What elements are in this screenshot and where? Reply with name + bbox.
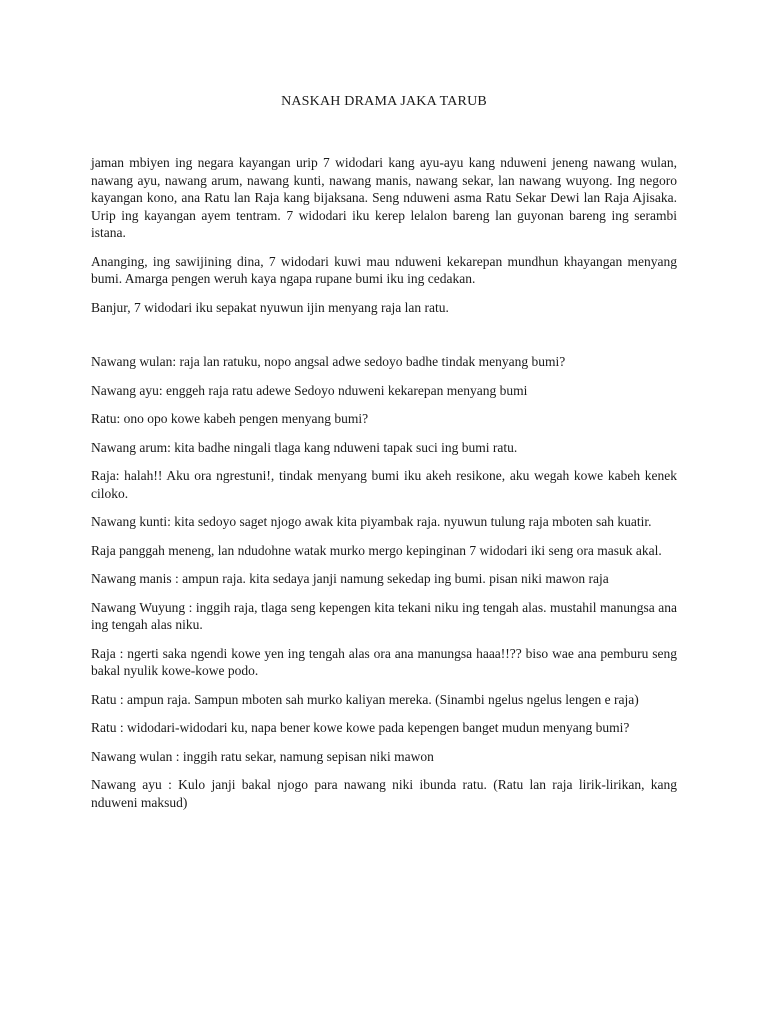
dialogue-line: Nawang ayu : Kulo janji bakal njogo para nawang niki ibunda ratu. (Ratu lan raja lirik-lirikan, kang nduweni maksud) [91, 777, 677, 810]
dialogue-line: Ratu : ampun raja. Sampun mboten sah murko kaliyan mereka. (Sinambi ngelus ngelus lengen e raja) [91, 691, 639, 707]
intro-paragraph: jaman mbiyen ing negara kayangan urip 7 widodari kang ayu-ayu kang nduweni jeneng nawang wulan, nawang ayu, nawang arum, nawang kunti, nawang manis, nawang sekar, lan nawang wuyong. Ing negoro kayangan kono, ana Ratu lan Raja kang bijaksana. Seng nduweni asma Ratu Sekar Dewi lan Raja Ajisaka. Urip ing kayangan ayem tentram. 7 widodari iku kerep lelalon bareng lan guyonan bareng ing serambi istana. [91, 155, 677, 240]
dialogue-line: Nawang arum: kita badhe ningali tlaga kang nduweni tapak suci ing bumi ratu. [91, 439, 518, 455]
dialogue-line: Nawang ayu: enggeh raja ratu adewe Sedoyo nduweni kekarepan menyang bumi [91, 382, 528, 398]
dialogue-line: Nawang Wuyung : inggih raja, tlaga seng kepengen kita tekani niku ing tengah alas. mustahil manungsa ana ing tengah alas niku. [91, 599, 677, 632]
dialogue-line: Raja: halah!! Aku ora ngrestuni!, tindak menyang bumi iku akeh resikone, aku wegah kowe kabeh kenek ciloko. [91, 468, 677, 501]
dialogue-section [91, 353, 677, 811]
intro-paragraph: Banjur, 7 widodari iku sepakat nyuwun ijin menyang raja lan ratu. [91, 299, 449, 315]
dialogue-line: Ratu : widodari-widodari ku, napa bener kowe kowe pada kepengen banget mudun menyang bumi? [91, 720, 630, 735]
intro-section [91, 154, 677, 316]
dialogue-line: Raja panggah meneng, lan ndudohne watak murko mergo kepinginan 7 widodari iki seng ora masuk akal. [91, 542, 662, 558]
intro-paragraph: Ananging, ing sawijining dina, 7 widodari kuwi mau nduweni kekarepan mundhun khayangan menyang bumi. Amarga pengen weruh kaya ngapa rupane bumi iku ing cedakan. [91, 253, 677, 286]
dialogue-line: Nawang kunti: kita sedoyo saget njogo awak kita piyambak raja. nyuwun tulung raja mboten sah kuatir. [91, 514, 652, 529]
dialogue-line: Ratu: ono opo kowe kabeh pengen menyang bumi? [91, 411, 369, 426]
document-title: NASKAH DRAMA JAKA TARUB [281, 94, 487, 109]
dialogue-line: Nawang wulan: raja lan ratuku, nopo angsal adwe sedoyo badhe tindak menyang bumi? [91, 354, 566, 369]
section-spacer [91, 327, 677, 353]
dialogue-line: Nawang manis : ampun raja. kita sedaya janji namung sekedap ing bumi. pisan niki mawon raja [91, 571, 609, 586]
dialogue-line: Nawang wulan : inggih ratu sekar, namung sepisan niki mawon [91, 748, 434, 764]
dialogue-line: Raja : ngerti saka ngendi kowe yen ing tengah alas ora ana manungsa haaa!!?? biso wae ana pemburu seng bakal nyulik kowe-kowe podo. [91, 645, 677, 678]
